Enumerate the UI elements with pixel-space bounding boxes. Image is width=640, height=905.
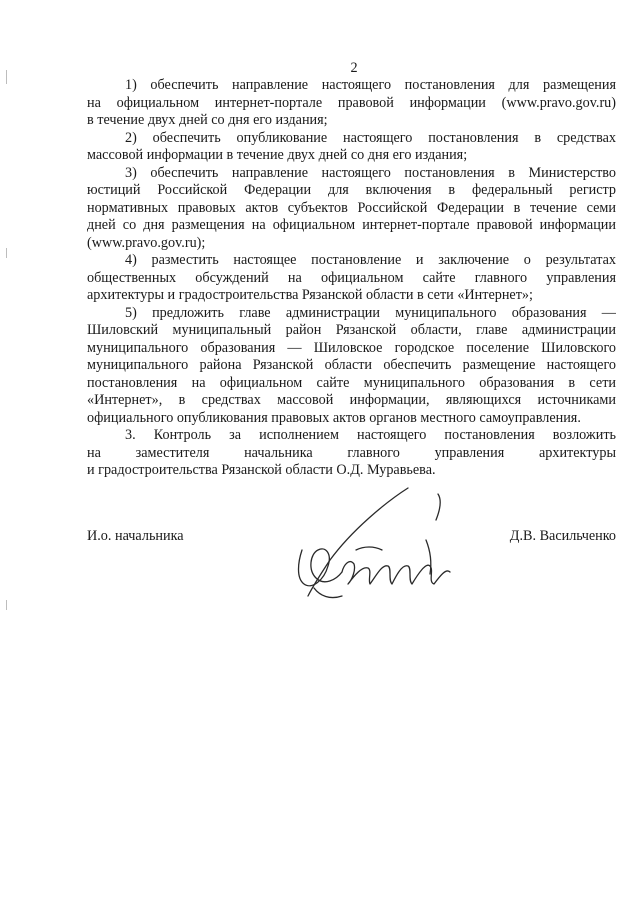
scan-margin-mark (6, 248, 7, 258)
page-number: 2 (350, 60, 358, 76)
text-line: (www.pravo.gov.ru); (87, 234, 206, 251)
paragraph (87, 252, 616, 305)
text-line: 3) обеспечить направление настоящего постановления в Министерство (125, 164, 616, 181)
text-line: общественных обсуждений на официальном сайте главного управления (87, 269, 616, 286)
text-line: в течение двух дней со дня его издания; (87, 112, 328, 128)
text-line: 4) разместить настоящее постановление и заключение о результатах (125, 252, 616, 268)
text-line: дней со дня размещения на официальном интернет-портале правовой информации (87, 217, 616, 233)
text-line: 3. Контроль за исполнением настоящего постановления возложить (125, 427, 616, 443)
text-line: муниципального образования — Шиловское городское поселение Шиловского (87, 339, 616, 356)
text-line: 1) обеспечить направление настоящего постановления для размещения (125, 77, 616, 93)
text-line: официального опубликования правовых актов органов местного самоуправления. (87, 409, 581, 426)
signatory-name: Д.В. Васильченко (509, 528, 616, 544)
text-line: нормативных правовых актов субъектов Российской Федерации в течение семи (87, 199, 616, 216)
scan-margin-mark (6, 600, 7, 610)
handwritten-signature (290, 480, 470, 610)
paragraph (87, 165, 616, 253)
text-line: постановления на официальном сайте муниципального образования в сети (87, 374, 616, 391)
text-line: архитектуры и градостроительства Рязанской области в сети «Интернет»; (87, 287, 533, 303)
text-line: и градостроительства Рязанской области О.Д. Муравьева. (87, 462, 436, 478)
text-line: Шиловский муниципальный район Рязанской области, главе администрации (87, 322, 616, 338)
text-line: 5) предложить главе администрации муниципального образования — (125, 304, 616, 321)
text-line: на официальном интернет-портале правовой информации (www.pravo.gov.ru) (87, 94, 616, 111)
paragraph (87, 130, 616, 165)
text-line: «Интернет», в средствах массовой информации, являющихся источниками (87, 392, 616, 408)
paragraph (87, 305, 616, 428)
signatory-position: И.о. начальника (87, 528, 184, 544)
document-body (87, 77, 616, 480)
paragraph (87, 77, 616, 130)
scan-margin-mark (6, 70, 7, 84)
paragraph (87, 427, 616, 480)
text-line: на заместителя начальника главного управления архитектуры (87, 444, 616, 461)
text-line: массовой информации в течение двух дней со дня его издания; (87, 147, 468, 163)
text-line: юстиций Российской Федерации для включения в федеральный регистр (87, 182, 616, 198)
text-line: 2) обеспечить опубликование настоящего постановления в средствах (125, 129, 616, 146)
text-line: муниципального района Рязанской области обеспечить размещение настоящего (87, 357, 616, 373)
